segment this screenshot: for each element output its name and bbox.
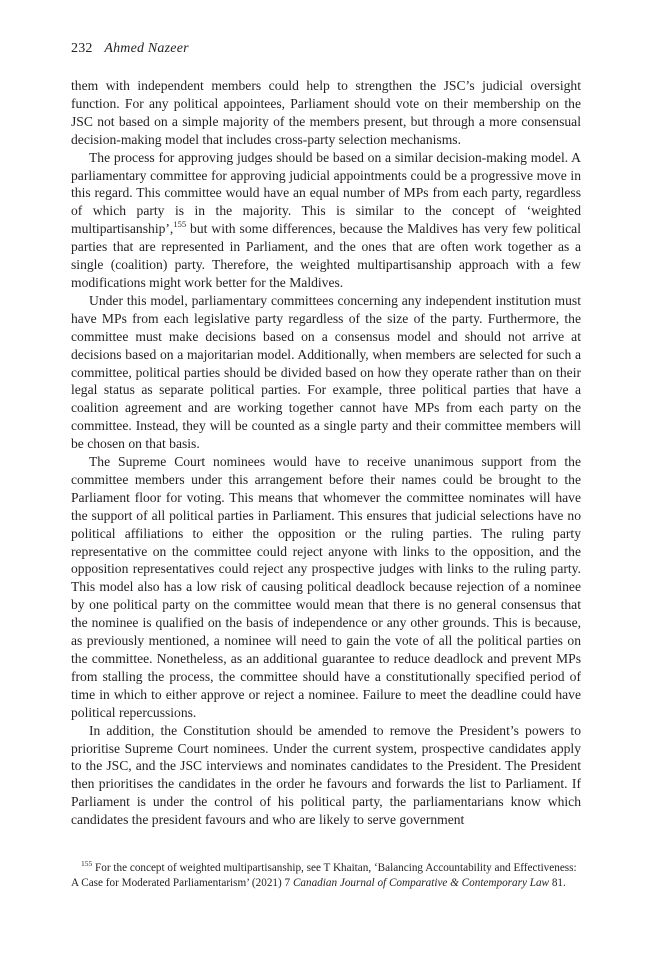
footnote-text-1: For the concept of weighted multipartisanship, see T Khaitan, ‘Balancing Accountability and Effectiveness: xyxy=(92,862,577,874)
footnote-number: 155 xyxy=(81,859,93,868)
page-number: 232 xyxy=(71,41,93,56)
running-header xyxy=(71,41,189,57)
paragraph-2-part-2: but with some differences, because the Maldives has very few political parties that are represented in Parliament, and the ones that are often work together as a single (coalition) party. Therefore, the weighted multipartisanship approach with a few modifications might work better for the Maldives. xyxy=(71,221,581,290)
running-head-author: Ahmed Nazeer xyxy=(104,41,189,56)
paragraph-4: The Supreme Court nominees would have to receive unanimous support from the committee members under this arrangement before their names could be brought to the Parliament floor for voting. This means that whomever the committee nominates will have the support of all political parties in Parliament. This ensures that judicial selections have no political affiliations to either the opposition or the ruling parties. The ruling party representative on the committee could reject anyone with links to the opposition, and the opposition representatives could reject any prospective judges with links to the ruling party. This model also has a low risk of causing political deadlock because rejection of a nominee by one political party on the committee would mean that there is no general consensus that the nominee is qualified on the basis of independence or any other grounds. This is because, as previously mentioned, a nominee will need to gain the vote of all the political parties on the committee. Nonetheless, as an additional guarantee to reduce deadlock and prevent MPs from stalling the process, the committee should have a constitutionally specified period of time in which to either approve or reject a nominee. Failure to meet the deadline could have political repercussions. xyxy=(71,454,581,720)
paragraph-3: Under this model, parliamentary committees concerning any independent institution must have MPs from each legislative party regardless of the size of the party. Furthermore, the committee must make decisions based on a consensus model and should not arrive at decisions based on a majoritarian model. Additionally, when members are selected for such a committee, political parties should be divided based on how they operate rather than on their legal status as separate political parties. For example, three political parties that have a coalition agreement and are working together cannot have MPs from each party on the committee. Instead, they will be counted as a single party and their committee members will be chosen on that basis. xyxy=(71,292,581,452)
footnote-text-2: A Case for Moderated Parliamentarism’ (2021) 7 xyxy=(71,877,293,890)
footnote-155 xyxy=(71,861,581,891)
paragraph-1: them with independent members could help to strengthen the JSC’s judicial oversight function. For any political appointees, Parliament should vote on their membership on the JSC not based on a simple majority of the members present, but through a more consensual decision-making model that includes cross-party selection mechanisms. xyxy=(71,78,581,147)
footnote-line-2 xyxy=(71,876,581,891)
paragraph-2 xyxy=(71,149,581,292)
paragraph-5: In addition, the Constitution should be amended to remove the President’s powers to prioritise Supreme Court nominees. Under the current system, prospective candidates apply to the JSC, and the JSC interviews and nominates candidates to the President. The President then prioritises the candidates in the order he favours and forwards the list to Parliament. If Parliament is under the control of his political party, the parliamentarians know which candidates the president favours and who are likely to serve government xyxy=(71,722,581,828)
body-text xyxy=(71,77,581,829)
footnote-text-3: 81. xyxy=(549,877,566,890)
footnote-line-1 xyxy=(71,861,581,876)
paragraph-2-part-1: The process for approving judges should be based on a similar decision-making model. A parliamentary committee for approving judicial appointments could be a progressive move in this regard. This committee would have an equal number of MPs from each party, regardless of which party is in the majority. This is similar to the concept of ‘weighted multipartisanship’, xyxy=(71,149,581,237)
footnote-reference-155[interactable]: 155 xyxy=(173,219,187,230)
journal-title: Canadian Journal of Comparative & Contemporary Law xyxy=(292,877,550,890)
